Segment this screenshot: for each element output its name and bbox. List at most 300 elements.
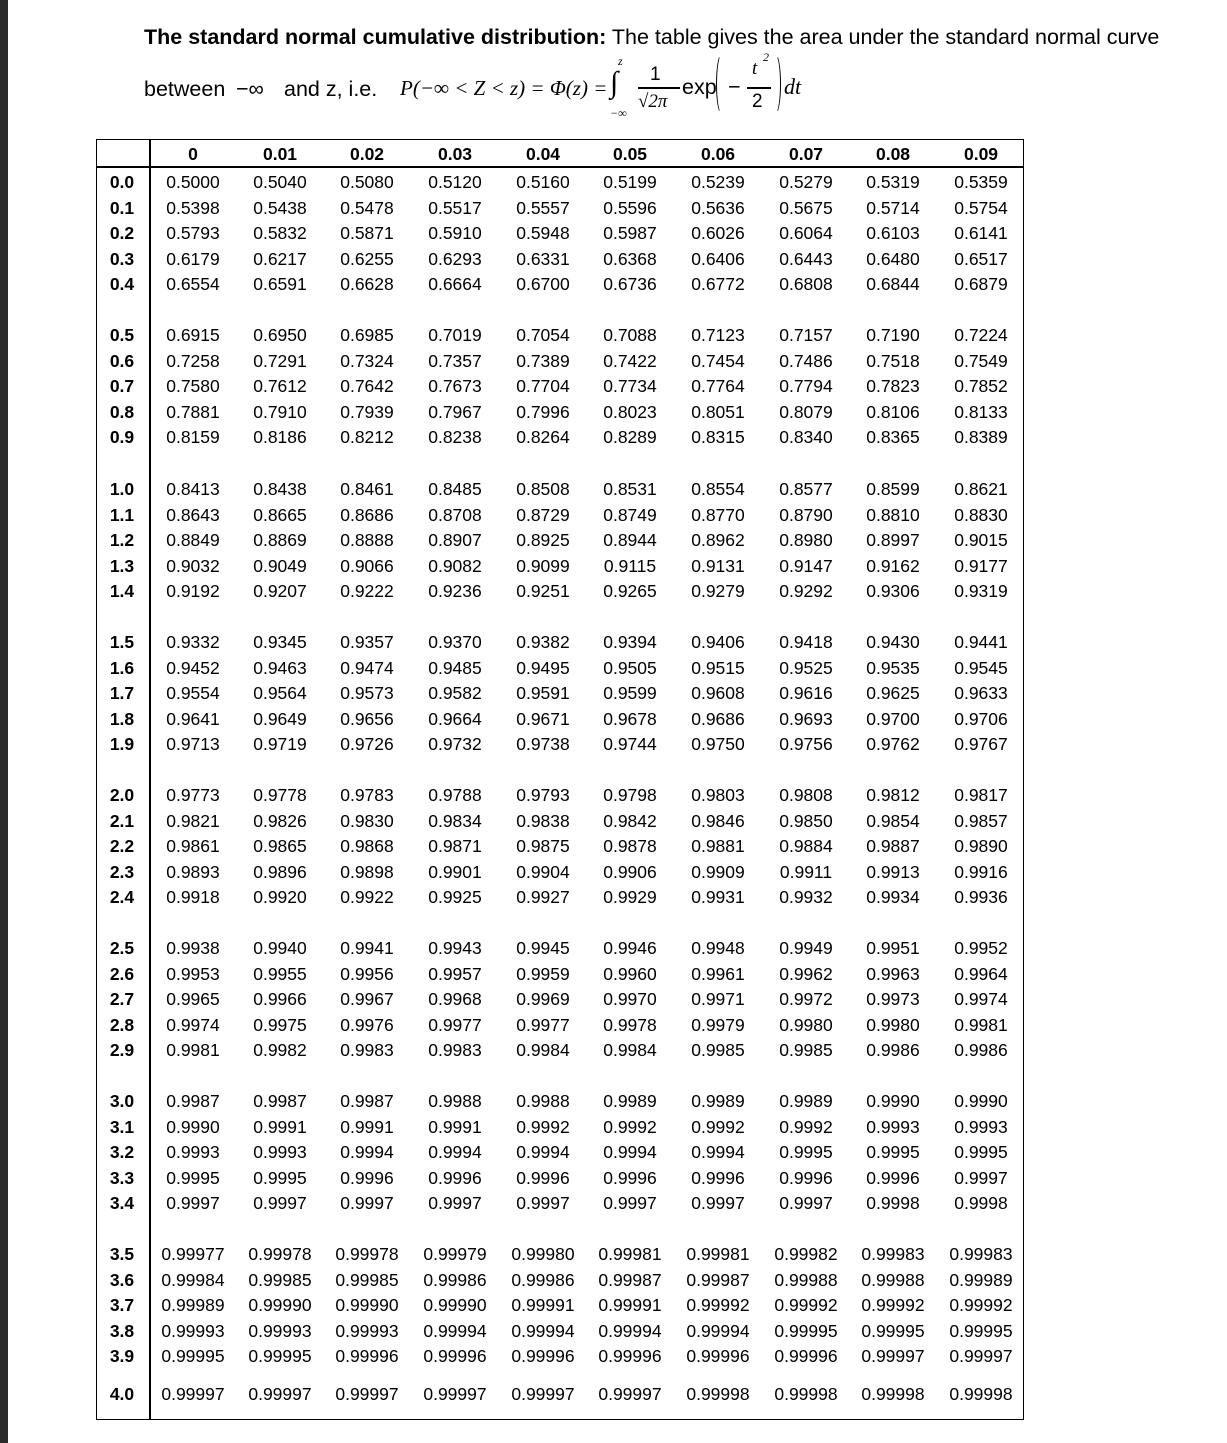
row-z-label: 0.2 (109, 223, 135, 243)
table-cell: 0.5910 (428, 223, 482, 243)
table-cell: 0.9821 (166, 810, 220, 831)
table-cell: 0.9986 (866, 1040, 920, 1060)
table-cell: 0.7190 (866, 325, 920, 345)
exponent-2: 2 (763, 50, 769, 64)
table-cell: 0.99991 (511, 1295, 575, 1315)
table-cell: 0.9997 (340, 1193, 394, 1213)
table-cell: 0.99995 (774, 1320, 838, 1341)
table-cell: 0.9968 (428, 989, 482, 1009)
table-cell: 0.99990 (335, 1295, 399, 1315)
table-cell: 0.99991 (598, 1295, 662, 1315)
table-cell: 0.9994 (340, 1142, 394, 1162)
table-cell: 0.9893 (166, 861, 220, 882)
row-z-label: 0.3 (109, 248, 135, 269)
table-cell: 0.6736 (603, 274, 657, 294)
table-cell: 0.9991 (253, 1116, 307, 1137)
table-cell: 0.8869 (253, 530, 307, 550)
table-cell: 0.9990 (866, 1091, 920, 1111)
table-cell: 0.9979 (691, 1014, 745, 1035)
table-cell: 0.7794 (779, 376, 833, 396)
table-cell: 0.7580 (166, 376, 220, 396)
table-cell: 0.6103 (866, 223, 920, 243)
formula-line (144, 52, 1044, 126)
table-cell: 0.9997 (954, 1167, 1008, 1188)
row-z-label: 3.0 (109, 1091, 135, 1111)
table-cell: 0.7088 (603, 325, 657, 345)
table-cell: 0.5199 (603, 172, 657, 192)
table-cell: 0.99997 (861, 1346, 925, 1366)
table-cell: 0.6443 (779, 248, 833, 269)
table-cell: 0.9941 (340, 938, 394, 958)
table-cell: 0.9992 (603, 1116, 657, 1137)
table-cell: 0.7612 (253, 376, 307, 396)
table-cell: 0.99997 (511, 1384, 575, 1404)
table-cell: 0.8264 (516, 427, 570, 447)
table-cell: 0.9485 (428, 657, 482, 678)
table-cell: 0.9971 (691, 989, 745, 1009)
table-cell: 0.6664 (428, 274, 482, 294)
column-header: 0.06 (700, 144, 736, 164)
table-cell: 0.9973 (866, 989, 920, 1009)
neg-infinity: −∞ (236, 77, 264, 101)
column-header: 0.05 (612, 144, 648, 164)
table-cell: 0.8599 (866, 479, 920, 499)
table-cell: 0.9726 (340, 734, 394, 754)
row-z-label: 0.7 (109, 376, 135, 396)
table-cell: 0.99996 (598, 1346, 662, 1366)
table-cell: 0.9177 (954, 555, 1008, 576)
table-cell: 0.9357 (340, 632, 394, 652)
table-cell: 0.9987 (340, 1091, 394, 1111)
table-cell: 0.99996 (335, 1346, 399, 1366)
table-cell: 0.8708 (428, 504, 482, 525)
table-cell: 0.9955 (253, 963, 307, 984)
table-cell: 0.6217 (253, 248, 307, 269)
row-z-label: 1.9 (109, 734, 135, 754)
table-cell: 0.8315 (691, 427, 745, 447)
table-cell: 0.9850 (779, 810, 833, 831)
table-cell: 0.9049 (253, 555, 307, 576)
row-z-label: 3.2 (109, 1142, 135, 1162)
table-cell: 0.99997 (335, 1384, 399, 1404)
table-cell: 0.9949 (779, 938, 833, 958)
table-cell: 0.6255 (340, 248, 394, 269)
table-cell: 0.9980 (779, 1014, 833, 1035)
table-cell: 0.9798 (603, 785, 657, 805)
row-z-label: 3.4 (109, 1193, 135, 1213)
table-cell: 0.7224 (954, 325, 1008, 345)
table-cell: 0.5754 (954, 197, 1008, 218)
table-cell: 0.9887 (866, 836, 920, 856)
table-cell: 0.9441 (954, 632, 1008, 652)
column-header: 0 (188, 144, 198, 164)
table-cell: 0.5714 (866, 197, 920, 218)
integral-sign: ∫ (610, 66, 619, 99)
table-cell: 0.99995 (161, 1346, 225, 1366)
table-cell: 0.8849 (166, 530, 220, 550)
table-cell: 0.9916 (954, 861, 1008, 882)
row-z-label: 1.8 (109, 708, 135, 729)
table-cell: 0.9992 (691, 1116, 745, 1137)
table-cell: 0.9951 (866, 938, 920, 958)
table-cell: 0.9525 (779, 657, 833, 678)
table-cell: 0.8389 (954, 427, 1008, 447)
table-cell: 0.9783 (340, 785, 394, 805)
column-header: 0.08 (875, 144, 911, 164)
table-cell: 0.9115 (603, 555, 657, 576)
table-cell: 0.9846 (691, 810, 745, 831)
table-cell: 0.9875 (516, 836, 570, 856)
table-cell: 0.7549 (954, 350, 1008, 371)
integral-upper: z (618, 54, 623, 68)
table-cell: 0.9854 (866, 810, 920, 831)
table-cell: 0.9671 (516, 708, 570, 729)
row-z-label: 3.3 (109, 1167, 135, 1188)
table-cell: 0.6915 (166, 325, 220, 345)
table-cell: 0.99993 (161, 1320, 225, 1341)
table-cell: 0.9983 (428, 1040, 482, 1060)
table-cell: 0.9838 (516, 810, 570, 831)
table-cell: 0.9830 (340, 810, 394, 831)
table-cell: 0.5675 (779, 197, 833, 218)
table-cell: 0.8686 (340, 504, 394, 525)
table-cell: 0.9406 (691, 632, 745, 652)
table-cell: 0.9988 (516, 1091, 570, 1111)
table-cell: 0.7518 (866, 350, 920, 371)
table-cell: 0.99992 (774, 1295, 838, 1315)
table-cell: 0.9972 (779, 989, 833, 1009)
table-cell: 0.9554 (166, 683, 220, 703)
table-cell: 0.9997 (428, 1193, 482, 1213)
table-cell: 0.99996 (686, 1346, 750, 1366)
table-cell: 0.6772 (691, 274, 745, 294)
table-cell: 0.8159 (166, 427, 220, 447)
row-z-label: 1.0 (109, 479, 135, 499)
row-z-label: 2.1 (109, 810, 135, 831)
table-cell: 0.9713 (166, 734, 220, 754)
table-cell: 0.8749 (603, 504, 657, 525)
table-cell: 0.9236 (428, 581, 482, 601)
row-z-label: 3.8 (109, 1320, 135, 1341)
table-cell: 0.9641 (166, 708, 220, 729)
table-cell: 0.5987 (603, 223, 657, 243)
table-cell: 0.8365 (866, 427, 920, 447)
table-cell: 0.8665 (253, 504, 307, 525)
table-cell: 0.9693 (779, 708, 833, 729)
row-z-label: 0.1 (109, 197, 135, 218)
table-cell: 0.9996 (603, 1167, 657, 1188)
table-cell: 0.6179 (166, 248, 220, 269)
table-cell: 0.99997 (423, 1384, 487, 1404)
table-cell: 0.9793 (516, 785, 570, 805)
table-cell: 0.7939 (340, 401, 394, 422)
row-z-label: 1.7 (109, 683, 135, 703)
table-cell: 0.99981 (598, 1244, 662, 1264)
table-cell: 0.9969 (516, 989, 570, 1009)
table-cell: 0.99998 (774, 1384, 838, 1404)
table-cell: 0.8485 (428, 479, 482, 499)
table-cell: 0.9986 (954, 1040, 1008, 1060)
table-cell: 0.9591 (516, 683, 570, 703)
table-cell: 0.9982 (253, 1040, 307, 1060)
table-cell: 0.9909 (691, 861, 745, 882)
table-cell: 0.99981 (686, 1244, 750, 1264)
table-cell: 0.7019 (428, 325, 482, 345)
table-cell: 0.6950 (253, 325, 307, 345)
table-cell: 0.9505 (603, 657, 657, 678)
table-cell: 0.99995 (949, 1320, 1013, 1341)
row-z-label: 0.9 (109, 427, 135, 447)
table-cell: 0.9997 (516, 1193, 570, 1213)
table-cell: 0.9803 (691, 785, 745, 805)
table-cell: 0.99987 (686, 1269, 750, 1290)
table-cell: 0.8079 (779, 401, 833, 422)
table-cell: 0.9996 (691, 1167, 745, 1188)
table-cell: 0.9963 (866, 963, 920, 984)
table-cell: 0.9625 (866, 683, 920, 703)
table-cell: 0.9995 (866, 1142, 920, 1162)
table-cell: 0.5000 (166, 172, 220, 192)
table-cell: 0.9975 (253, 1014, 307, 1035)
table-cell: 0.6554 (166, 274, 220, 294)
table-cell: 0.9993 (166, 1142, 220, 1162)
table-cell: 0.9978 (603, 1014, 657, 1035)
integral-lower: −∞ (610, 106, 627, 120)
row-z-label: 3.1 (109, 1116, 135, 1137)
table-cell: 0.9582 (428, 683, 482, 703)
table-cell: 0.5596 (603, 197, 657, 218)
table-cell: 0.9878 (603, 836, 657, 856)
row-z-label: 2.7 (109, 989, 135, 1009)
table-cell: 0.99998 (686, 1384, 750, 1404)
table-cell: 0.9996 (866, 1167, 920, 1188)
table-cell: 0.9881 (691, 836, 745, 856)
table-cell: 0.5319 (866, 172, 920, 192)
row-z-label: 1.4 (109, 581, 135, 601)
table-cell: 0.99977 (161, 1244, 225, 1264)
table-cell: 0.99988 (774, 1269, 838, 1290)
table-cell: 0.6879 (954, 274, 1008, 294)
table-cell: 0.9370 (428, 632, 482, 652)
row-z-label: 0.0 (109, 172, 135, 192)
table-cell: 0.9962 (779, 963, 833, 984)
table-cell: 0.8810 (866, 504, 920, 525)
table-cell: 0.9319 (954, 581, 1008, 601)
table-cell: 0.7764 (691, 376, 745, 396)
table-cell: 0.7967 (428, 401, 482, 422)
row-z-label: 1.6 (109, 657, 135, 678)
table-cell: 0.9997 (166, 1193, 220, 1213)
table-cell: 0.9989 (779, 1091, 833, 1111)
table-cell: 0.9904 (516, 861, 570, 882)
table-cell: 0.8051 (691, 401, 745, 422)
table-cell: 0.9706 (954, 708, 1008, 729)
table-cell: 0.9738 (516, 734, 570, 754)
table-cell: 0.8621 (954, 479, 1008, 499)
table-cell: 0.9911 (779, 861, 833, 882)
table-cell: 0.9996 (340, 1167, 394, 1188)
column-header: 0.07 (788, 144, 824, 164)
table-cell: 0.99985 (335, 1269, 399, 1290)
table-cell: 0.8461 (340, 479, 394, 499)
table-cell: 0.9192 (166, 581, 220, 601)
table-cell: 0.9535 (866, 657, 920, 678)
table-cell: 0.99978 (335, 1244, 399, 1264)
row-z-label: 0.4 (109, 274, 135, 294)
table-cell: 0.9995 (954, 1142, 1008, 1162)
table-cell: 0.5398 (166, 197, 220, 218)
table-cell: 0.9995 (253, 1167, 307, 1188)
t-variable: t (752, 58, 758, 79)
table-cell: 0.9931 (691, 887, 745, 907)
table-cell: 0.9938 (166, 938, 220, 958)
table-cell: 0.9974 (954, 989, 1008, 1009)
table-cell: 0.99983 (949, 1244, 1013, 1264)
table-cell: 0.9945 (516, 938, 570, 958)
table-cell: 0.5832 (253, 223, 307, 243)
table-cell: 0.9767 (954, 734, 1008, 754)
table-cell: 0.7454 (691, 350, 745, 371)
table-cell: 0.9996 (516, 1167, 570, 1188)
table-cell: 0.7642 (340, 376, 394, 396)
table-cell: 0.5120 (428, 172, 482, 192)
table-cell: 0.9983 (340, 1040, 394, 1060)
table-cell: 0.9940 (253, 938, 307, 958)
table-cell: 0.99997 (161, 1384, 225, 1404)
table-cell: 0.9977 (428, 1014, 482, 1035)
table-cell: 0.6141 (954, 223, 1008, 243)
table-cell: 0.9834 (428, 810, 482, 831)
table-cell: 0.9082 (428, 555, 482, 576)
denominator-2: 2 (752, 91, 763, 112)
table-cell: 0.9251 (516, 581, 570, 601)
row-z-label: 2.9 (109, 1040, 135, 1060)
table-cell: 0.99997 (598, 1384, 662, 1404)
table-cell: 0.9394 (603, 632, 657, 652)
table-cell: 0.99979 (423, 1244, 487, 1264)
row-z-label: 3.9 (109, 1346, 135, 1366)
column-header: 0.01 (262, 144, 298, 164)
table-cell: 0.6406 (691, 248, 745, 269)
table-cell: 0.6844 (866, 274, 920, 294)
table-cell: 0.9750 (691, 734, 745, 754)
table-cell: 0.9922 (340, 887, 394, 907)
table-cell: 0.9664 (428, 708, 482, 729)
table-cell: 0.99986 (511, 1269, 575, 1290)
row-z-label: 3.6 (109, 1269, 135, 1290)
table-cell: 0.9996 (779, 1167, 833, 1188)
table-cell: 0.9981 (166, 1040, 220, 1060)
title-rest: The table gives the area under the standard normal curve (611, 25, 1160, 49)
table-cell: 0.6591 (253, 274, 307, 294)
table-cell: 0.5948 (516, 223, 570, 243)
table-cell: 0.7673 (428, 376, 482, 396)
table-cell: 0.7291 (253, 350, 307, 371)
title-bold: The standard normal cumulative distribution: (144, 25, 607, 49)
table-cell: 0.9996 (428, 1167, 482, 1188)
table-cell: 0.9952 (954, 938, 1008, 958)
table-cell: 0.9989 (691, 1091, 745, 1111)
table-cell: 0.9920 (253, 887, 307, 907)
table-cell: 0.8925 (516, 530, 570, 550)
table-cell: 0.8962 (691, 530, 745, 550)
table-cell: 0.7486 (779, 350, 833, 371)
table-cell: 0.9934 (866, 887, 920, 907)
table-cell: 0.7389 (516, 350, 570, 371)
table-cell: 0.9826 (253, 810, 307, 831)
table-cell: 0.9997 (779, 1193, 833, 1213)
row-z-label: 2.5 (109, 938, 135, 958)
fraction-numerator: 1 (650, 64, 661, 85)
table-cell: 0.99994 (511, 1320, 575, 1341)
table-cell: 0.9998 (954, 1193, 1008, 1213)
row-z-label: 0.8 (109, 401, 135, 422)
table-cell: 0.9788 (428, 785, 482, 805)
table-cell: 0.9762 (866, 734, 920, 754)
table-cell: 0.9306 (866, 581, 920, 601)
table-cell: 0.9495 (516, 657, 570, 678)
table-cell: 0.9430 (866, 632, 920, 652)
table-cell: 0.9974 (166, 1014, 220, 1035)
table-cell: 0.9515 (691, 657, 745, 678)
table-cell: 0.5239 (691, 172, 745, 192)
table-cell: 0.5793 (166, 223, 220, 243)
table-cell: 0.5636 (691, 197, 745, 218)
table-cell: 0.99990 (423, 1295, 487, 1315)
table-cell: 0.9980 (866, 1014, 920, 1035)
table-cell: 0.7258 (166, 350, 220, 371)
table-cell: 0.6026 (691, 223, 745, 243)
table-cell: 0.8340 (779, 427, 833, 447)
table-cell: 0.9953 (166, 963, 220, 984)
table-cell: 0.99998 (861, 1384, 925, 1404)
table-cell: 0.9332 (166, 632, 220, 652)
table-cell: 0.5557 (516, 197, 570, 218)
table-cell: 0.6985 (340, 325, 394, 345)
table-cell: 0.9678 (603, 708, 657, 729)
table-cell: 0.9861 (166, 836, 220, 856)
table-cell: 0.7734 (603, 376, 657, 396)
table-cell: 0.9994 (691, 1142, 745, 1162)
table-cell: 0.8770 (691, 504, 745, 525)
table-cell: 0.9773 (166, 785, 220, 805)
table-cell: 0.9991 (428, 1116, 482, 1137)
table-cell: 0.8830 (954, 504, 1008, 525)
table-cell: 0.99996 (774, 1346, 838, 1366)
table-cell: 0.7422 (603, 350, 657, 371)
table-cell: 0.9608 (691, 683, 745, 703)
table-cell: 0.9700 (866, 708, 920, 729)
table-cell: 0.99992 (949, 1295, 1013, 1315)
table-cell: 0.99997 (248, 1384, 312, 1404)
table-cell: 0.99994 (686, 1320, 750, 1341)
row-z-label: 1.5 (109, 632, 135, 652)
table-cell: 0.9994 (603, 1142, 657, 1162)
table-cell: 0.8289 (603, 427, 657, 447)
table-cell: 0.99995 (861, 1320, 925, 1341)
table-cell: 0.6480 (866, 248, 920, 269)
table-cell: 0.5438 (253, 197, 307, 218)
table-cell: 0.8997 (866, 530, 920, 550)
table-cell: 0.9884 (779, 836, 833, 856)
table-cell: 0.9948 (691, 938, 745, 958)
table-cell: 0.9812 (866, 785, 920, 805)
table-cell: 0.5040 (253, 172, 307, 192)
row-z-label: 2.2 (109, 836, 135, 856)
table-cell: 0.9998 (866, 1193, 920, 1213)
table-cell: 0.8238 (428, 427, 482, 447)
table-cell: 0.99994 (598, 1320, 662, 1341)
